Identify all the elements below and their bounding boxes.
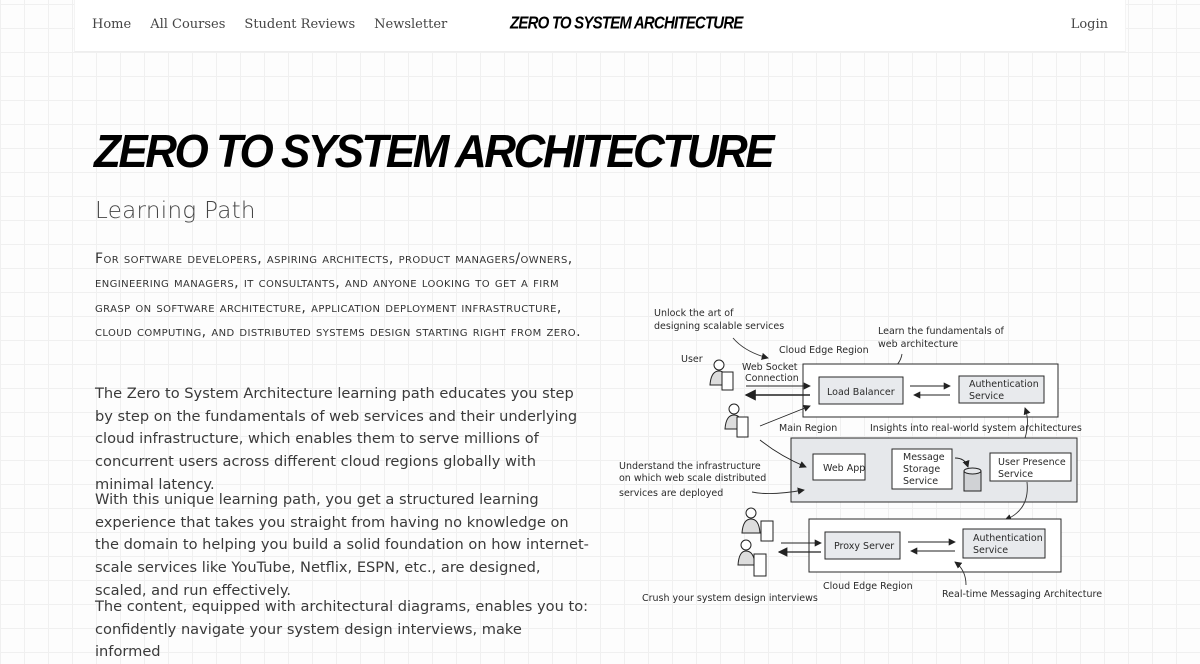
- annotation-realtime: Real-time Messaging Architecture: [942, 589, 1103, 600]
- box-auth-bottom-1: Authentication: [973, 533, 1043, 544]
- label-cloud-edge-bottom: Cloud Edge Region: [823, 581, 913, 592]
- box-web-app: Web App: [823, 463, 866, 474]
- nav-link-newsletter[interactable]: Newsletter: [374, 17, 448, 32]
- box-load-balancer: Load Balancer: [827, 387, 895, 398]
- label-user: User: [681, 354, 703, 365]
- nav-link-all-courses[interactable]: All Courses: [150, 17, 226, 32]
- annotation-understand-3: services are deployed: [619, 488, 724, 499]
- box-user-presence-1: User Presence: [998, 457, 1066, 468]
- label-cloud-edge-top: Cloud Edge Region: [779, 345, 869, 356]
- content-paragraph: The content, equipped with architectural diagrams, enables you to: confidently navigate your system design interviews, make informed: [95, 598, 589, 661]
- annotation-learn-2: web architecture: [878, 339, 959, 350]
- audience-description: For software developers, aspiring architects, product managers/owners, engineering managers, it consultants, and anyone looking to get a firm grasp on software architecture, application deployment infrastructure, cloud computing, and distributed systems design starting right from zero.: [95, 251, 581, 340]
- box-auth-top-2: Service: [969, 391, 1005, 402]
- box-proxy-server: Proxy Server: [834, 541, 895, 552]
- architecture-diagram: [608, 300, 1118, 615]
- navbar: [74, 0, 1126, 52]
- annotation-understand-1: Understand the infrastructure: [619, 461, 761, 472]
- annotation-learn-1: Learn the fundamentals of: [878, 326, 1004, 337]
- intro-paragraph: The Zero to System Architecture learning path educates you step by step on the fundamentals of web services and their underlying cloud infrastructure, which enables them to serve millions of concurrent users across different cloud regions globally with minimal latency.: [95, 385, 578, 493]
- box-message-storage-3: Service: [903, 476, 939, 487]
- nav-link-home[interactable]: Home: [92, 17, 132, 32]
- page-subtitle: Learning Path: [95, 198, 256, 224]
- box-auth-bottom-2: Service: [973, 545, 1009, 556]
- nav-link-student-reviews[interactable]: Student Reviews: [244, 17, 356, 32]
- experience-paragraph: With this unique learning path, you get a structured learning experience that takes you straight from having no knowledge on the domain to helping you build a solid foundation on how internet-scale services like YouTube, Netflix, ESPN, etc., are designed, scaled, and run effectively.: [95, 491, 589, 599]
- annotation-understand-2: on which web scale distributed: [619, 473, 767, 484]
- nav-links: [92, 17, 447, 32]
- annotation-unlock-1: Unlock the art of: [654, 308, 734, 319]
- label-websocket-1: Web Socket: [742, 362, 798, 373]
- label-main-region: Main Region: [779, 423, 838, 434]
- box-message-storage-1: Message: [903, 452, 945, 463]
- annotation-crush: Crush your system design interviews: [642, 593, 818, 604]
- label-websocket-2: Connection: [745, 373, 799, 384]
- user-icon: [738, 508, 773, 576]
- box-auth-top-1: Authentication: [969, 379, 1039, 390]
- login-link[interactable]: Login: [1070, 17, 1108, 32]
- box-message-storage-2: Storage: [903, 464, 941, 475]
- annotation-unlock-2: designing scalable services: [654, 321, 785, 332]
- page-title: ZERO TO SYSTEM ARCHITECTURE: [94, 126, 773, 178]
- annotation-insights: Insights into real-world system architectures: [870, 423, 1082, 434]
- brand-logo[interactable]: ZERO TO SYSTEM ARCHITECTURE: [510, 13, 743, 34]
- database-icon: [964, 468, 981, 491]
- box-user-presence-2: Service: [998, 469, 1034, 480]
